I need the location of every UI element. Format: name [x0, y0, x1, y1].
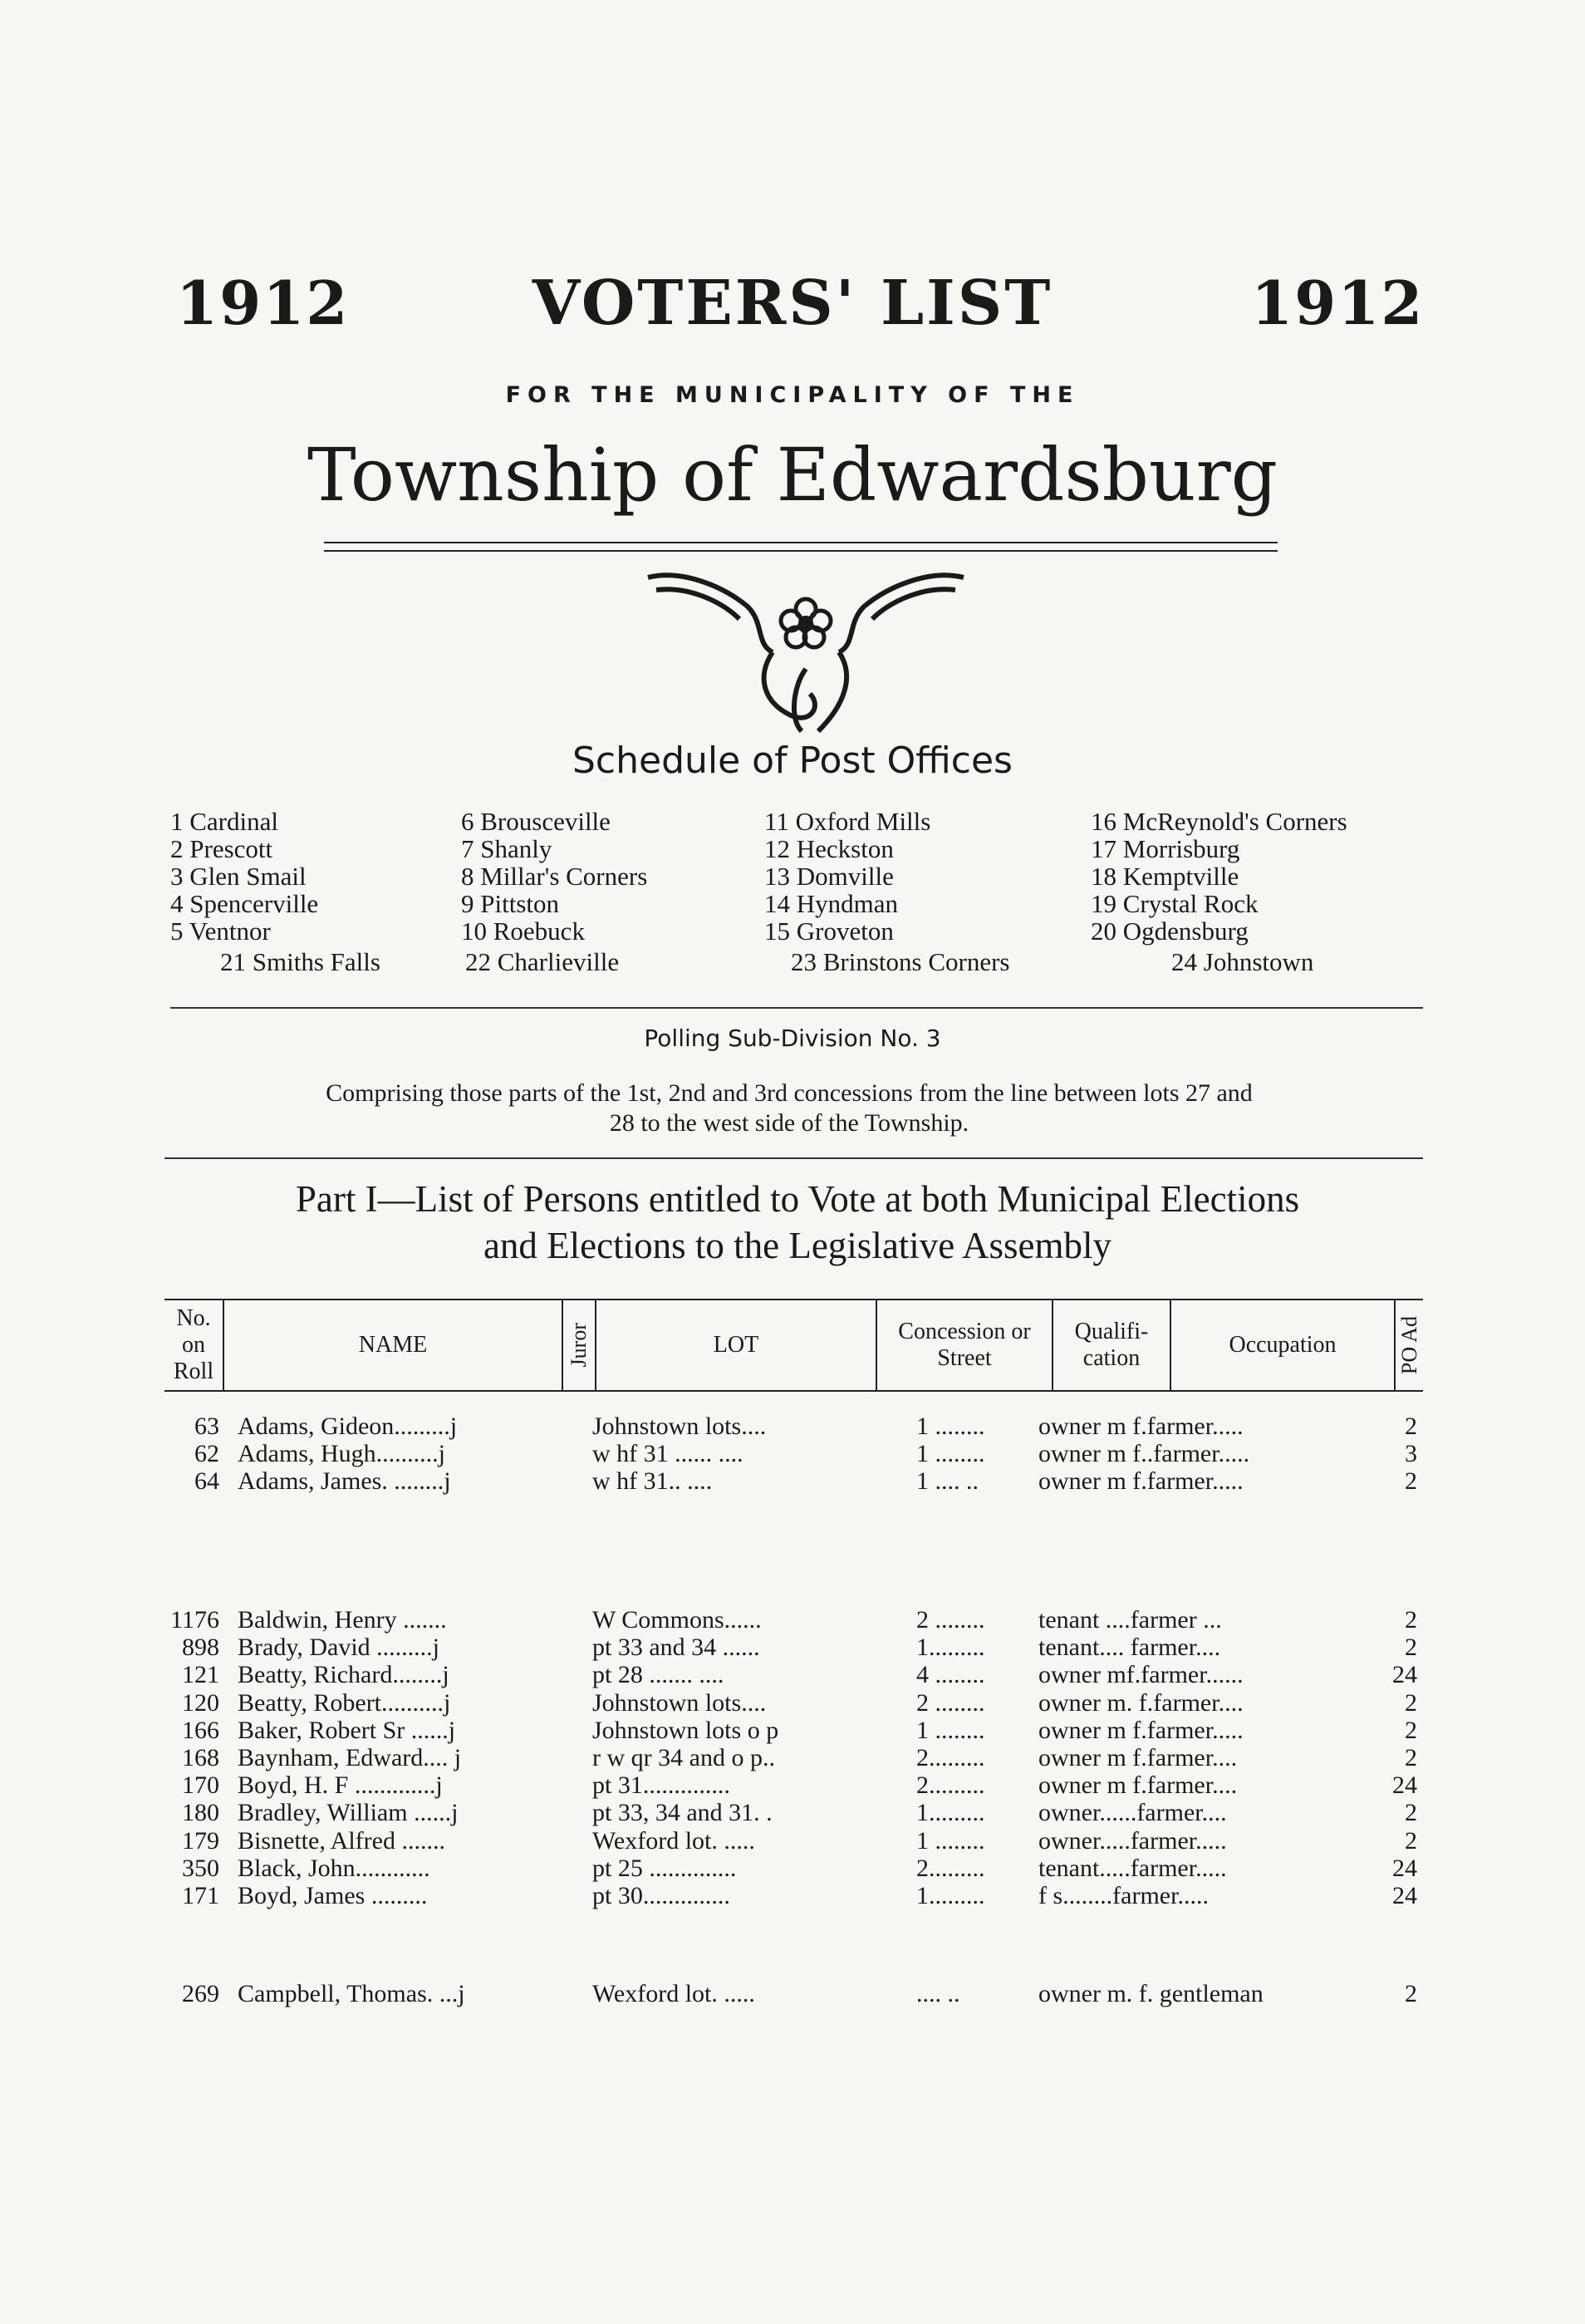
voter-name: Adams, Hugh..........j [238, 1440, 445, 1468]
voter-po: 2 [1405, 1980, 1417, 2007]
voter-name: Baynham, Edward.... j [238, 1744, 462, 1771]
year-right: 1912 [1251, 268, 1425, 338]
voter-concession: 1......... [916, 1799, 985, 1827]
po-item: 11 Oxford Mills [764, 807, 931, 836]
po-item: 9 Pittston [461, 889, 560, 918]
voter-lot: Wexford lot. ..... [592, 1980, 755, 2007]
roll-number: 179 [182, 1826, 219, 1855]
po-item: 15 Groveton [764, 916, 894, 946]
voter-qualification: owner m f.farmer..... [1038, 1413, 1244, 1440]
voter-po: 2 [1405, 1467, 1417, 1496]
col-header-qualification: Qualifi- cation [1053, 1300, 1171, 1390]
voter-po: 24 [1392, 1661, 1417, 1689]
voter-lot: w hf 31.. .... [592, 1467, 713, 1496]
voter-name: Bradley, William ......j [238, 1799, 459, 1827]
voter-concession: 1 ........ [916, 1716, 985, 1744]
roll-number: 170 [182, 1771, 219, 1800]
roll-number: 269 [182, 1980, 219, 2007]
subtitle: FOR THE MUNICIPALITY OF THE [505, 382, 1080, 408]
roll-number: 63 [194, 1413, 219, 1440]
voter-concession: 2......... [916, 1771, 985, 1800]
voter-qualification: tenant.....farmer..... [1038, 1854, 1227, 1882]
voter-name: Black, John............ [238, 1854, 430, 1882]
col-header-name: NAME [224, 1300, 563, 1390]
voter-qualification: owner m. f.farmer.... [1038, 1688, 1244, 1717]
po-item: 22 Charlieville [465, 947, 620, 976]
year-left: 1912 [176, 268, 350, 338]
voter-lot: pt 33, 34 and 31. . [592, 1799, 773, 1827]
col-header-po-ad [1396, 1300, 1423, 1390]
table-header [164, 1299, 1423, 1392]
roll-number: 180 [182, 1799, 219, 1827]
col-header-concession: Concession or Street [877, 1300, 1053, 1390]
voter-name: Baldwin, Henry ....... [238, 1606, 447, 1634]
col-header-no-on-roll: No. on Roll [164, 1300, 224, 1390]
po-item: 17 Morrisburg [1091, 834, 1240, 863]
part-heading-line: Part I—List of Persons entitled to Vote at both Municipal Elections [295, 1178, 1300, 1220]
po-item: 12 Heckston [764, 834, 894, 863]
voter-concession: 2......... [916, 1744, 985, 1771]
polling-description-line: 28 to the west side of the Township. [609, 1109, 969, 1137]
roll-number: 1176 [170, 1606, 219, 1634]
voter-po: 2 [1405, 1716, 1417, 1744]
po-item: 4 Spencerville [170, 889, 319, 918]
voter-name: Adams, James. ........j [238, 1467, 451, 1496]
po-item: 16 McReynold's Corners [1091, 807, 1347, 836]
voter-lot: Johnstown lots.... [592, 1413, 767, 1440]
po-item: 6 Brousceville [461, 807, 611, 836]
voter-po: 24 [1392, 1882, 1417, 1909]
po-item: 24 Johnstown [1171, 947, 1314, 976]
title-rule-bottom [324, 550, 1278, 552]
voter-lot: pt 25 .............. [592, 1854, 737, 1882]
col-header-occupation: Occupation [1171, 1300, 1396, 1390]
po-column-2 [461, 808, 647, 945]
voter-po: 2 [1405, 1826, 1417, 1855]
voter-po: 2 [1405, 1606, 1417, 1634]
voter-qualification: owner m. f. gentleman [1038, 1980, 1264, 2007]
voter-name: Bisnette, Alfred ....... [238, 1826, 445, 1855]
polling-description [150, 1078, 1429, 1138]
voter-po: 24 [1392, 1854, 1417, 1882]
voter-po: 2 [1405, 1413, 1417, 1440]
voter-lot: w hf 31 ...... .... [592, 1440, 743, 1468]
po-item: 13 Domville [764, 862, 894, 891]
roll-number: 350 [182, 1854, 219, 1882]
po-column-1 [170, 808, 318, 945]
voter-qualification: tenant.... farmer.... [1038, 1634, 1221, 1662]
voter-lot: W Commons...... [592, 1606, 762, 1634]
col-header-lot: LOT [596, 1300, 877, 1390]
voter-lot: pt 28 ....... .... [592, 1661, 724, 1689]
part-heading [125, 1176, 1470, 1269]
juror-label: Juror [567, 1323, 591, 1368]
voter-name: Brady, David .........j [238, 1634, 440, 1662]
voter-qualification: owner m f.farmer.... [1038, 1771, 1238, 1800]
divider [170, 1007, 1423, 1009]
po-item: 23 Brinstons Corners [791, 947, 1010, 976]
voter-concession: 1 ........ [916, 1440, 985, 1468]
voter-concession: 2......... [916, 1854, 985, 1882]
po-column-4 [1091, 808, 1347, 945]
po-item: 3 Glen Smail [170, 862, 307, 891]
voter-lot: pt 33 and 34 ...... [592, 1634, 760, 1662]
roll-number: 898 [182, 1634, 219, 1662]
roll-number: 62 [194, 1440, 219, 1468]
voter-name: Boyd, H. F .............j [238, 1771, 443, 1800]
po-item: 18 Kemptville [1091, 862, 1239, 891]
voter-qualification: owner.....farmer..... [1038, 1826, 1227, 1855]
voter-lot: Johnstown lots.... [592, 1688, 767, 1717]
polling-description-line: Comprising those parts of the 1st, 2nd and 3rd concessions from the line between lots 27 and [326, 1079, 1253, 1107]
document-title: VOTERS' LIST [532, 268, 1053, 339]
voter-po: 2 [1405, 1688, 1417, 1717]
voter-lot: Johnstown lots o p [592, 1716, 779, 1744]
voter-qualification: owner m f.farmer..... [1038, 1467, 1244, 1496]
po-item: 21 Smiths Falls [220, 947, 380, 976]
voter-name: Adams, Gideon.........j [238, 1413, 458, 1440]
voter-concession: 1 .... .. [916, 1467, 979, 1496]
po-item: 2 Prescott [170, 834, 273, 863]
voter-lot: r w qr 34 and o p.. [592, 1744, 775, 1771]
voter-name: Campbell, Thomas. ...j [238, 1980, 465, 2007]
divider [164, 1157, 1423, 1159]
voter-concession: 1......... [916, 1882, 985, 1909]
roll-number: 166 [182, 1716, 219, 1744]
po-item: 7 Shanly [461, 834, 552, 863]
voter-name: Beatty, Richard........j [238, 1661, 449, 1689]
part-heading-line: and Elections to the Legislative Assembly [483, 1225, 1112, 1266]
schedule-title: Schedule of Post Offices [572, 739, 1013, 782]
roll-number: 171 [182, 1882, 219, 1909]
voter-lot: pt 30.............. [592, 1882, 730, 1909]
voter-concession: 2 ........ [916, 1688, 985, 1717]
voter-po: 24 [1392, 1771, 1417, 1800]
roll-number: 64 [194, 1467, 219, 1496]
po-column-3 [764, 808, 930, 945]
po-item: 5 Ventnor [170, 916, 271, 946]
voter-lot: pt 31.............. [592, 1771, 730, 1800]
voter-name: Beatty, Robert..........j [238, 1688, 451, 1717]
township-title: Township of Edwardsburg [307, 432, 1278, 518]
voter-concession: 2 ........ [916, 1606, 985, 1634]
voter-concession: 4 ........ [916, 1661, 985, 1689]
voter-name: Baker, Robert Sr ......j [238, 1716, 456, 1744]
voter-concession: 1......... [916, 1634, 985, 1662]
voter-name: Boyd, James ......... [238, 1882, 428, 1909]
voter-po: 3 [1405, 1440, 1417, 1468]
voter-qualification: owner mf.farmer...... [1038, 1661, 1244, 1689]
voter-qualification: owner......farmer.... [1038, 1799, 1227, 1827]
title-rule-top [324, 542, 1278, 543]
floral-ornament-icon [631, 561, 980, 744]
po-item: 1 Cardinal [170, 807, 278, 836]
voter-qualification: owner m f.farmer..... [1038, 1716, 1244, 1744]
voter-po: 2 [1405, 1799, 1417, 1827]
po-item: 8 Millar's Corners [461, 862, 648, 891]
roll-number: 120 [182, 1688, 219, 1717]
po-item: 20 Ogdensburg [1091, 916, 1249, 946]
voter-concession: 1 ........ [916, 1826, 985, 1855]
polling-title: Polling Sub-Division No. 3 [644, 1024, 941, 1052]
col-header-juror [563, 1300, 596, 1390]
voter-qualification: owner m f.farmer.... [1038, 1744, 1238, 1771]
voter-concession: 1 ........ [916, 1413, 985, 1440]
voter-po: 2 [1405, 1744, 1417, 1771]
roll-number: 168 [182, 1744, 219, 1771]
po-item: 19 Crystal Rock [1091, 889, 1259, 918]
voter-lot: Wexford lot. ..... [592, 1826, 755, 1855]
po-ad-label: PO Ad [1396, 1315, 1421, 1375]
po-item: 10 Roebuck [461, 916, 585, 946]
voter-qualification: tenant ....farmer ... [1038, 1606, 1222, 1634]
po-item: 14 Hyndman [764, 889, 899, 918]
voter-po: 2 [1405, 1634, 1417, 1662]
voter-qualification: f s........farmer..... [1038, 1882, 1209, 1909]
voter-concession: .... .. [916, 1980, 960, 2007]
roll-number: 121 [182, 1661, 219, 1689]
voter-qualification: owner m f..farmer..... [1038, 1440, 1250, 1468]
